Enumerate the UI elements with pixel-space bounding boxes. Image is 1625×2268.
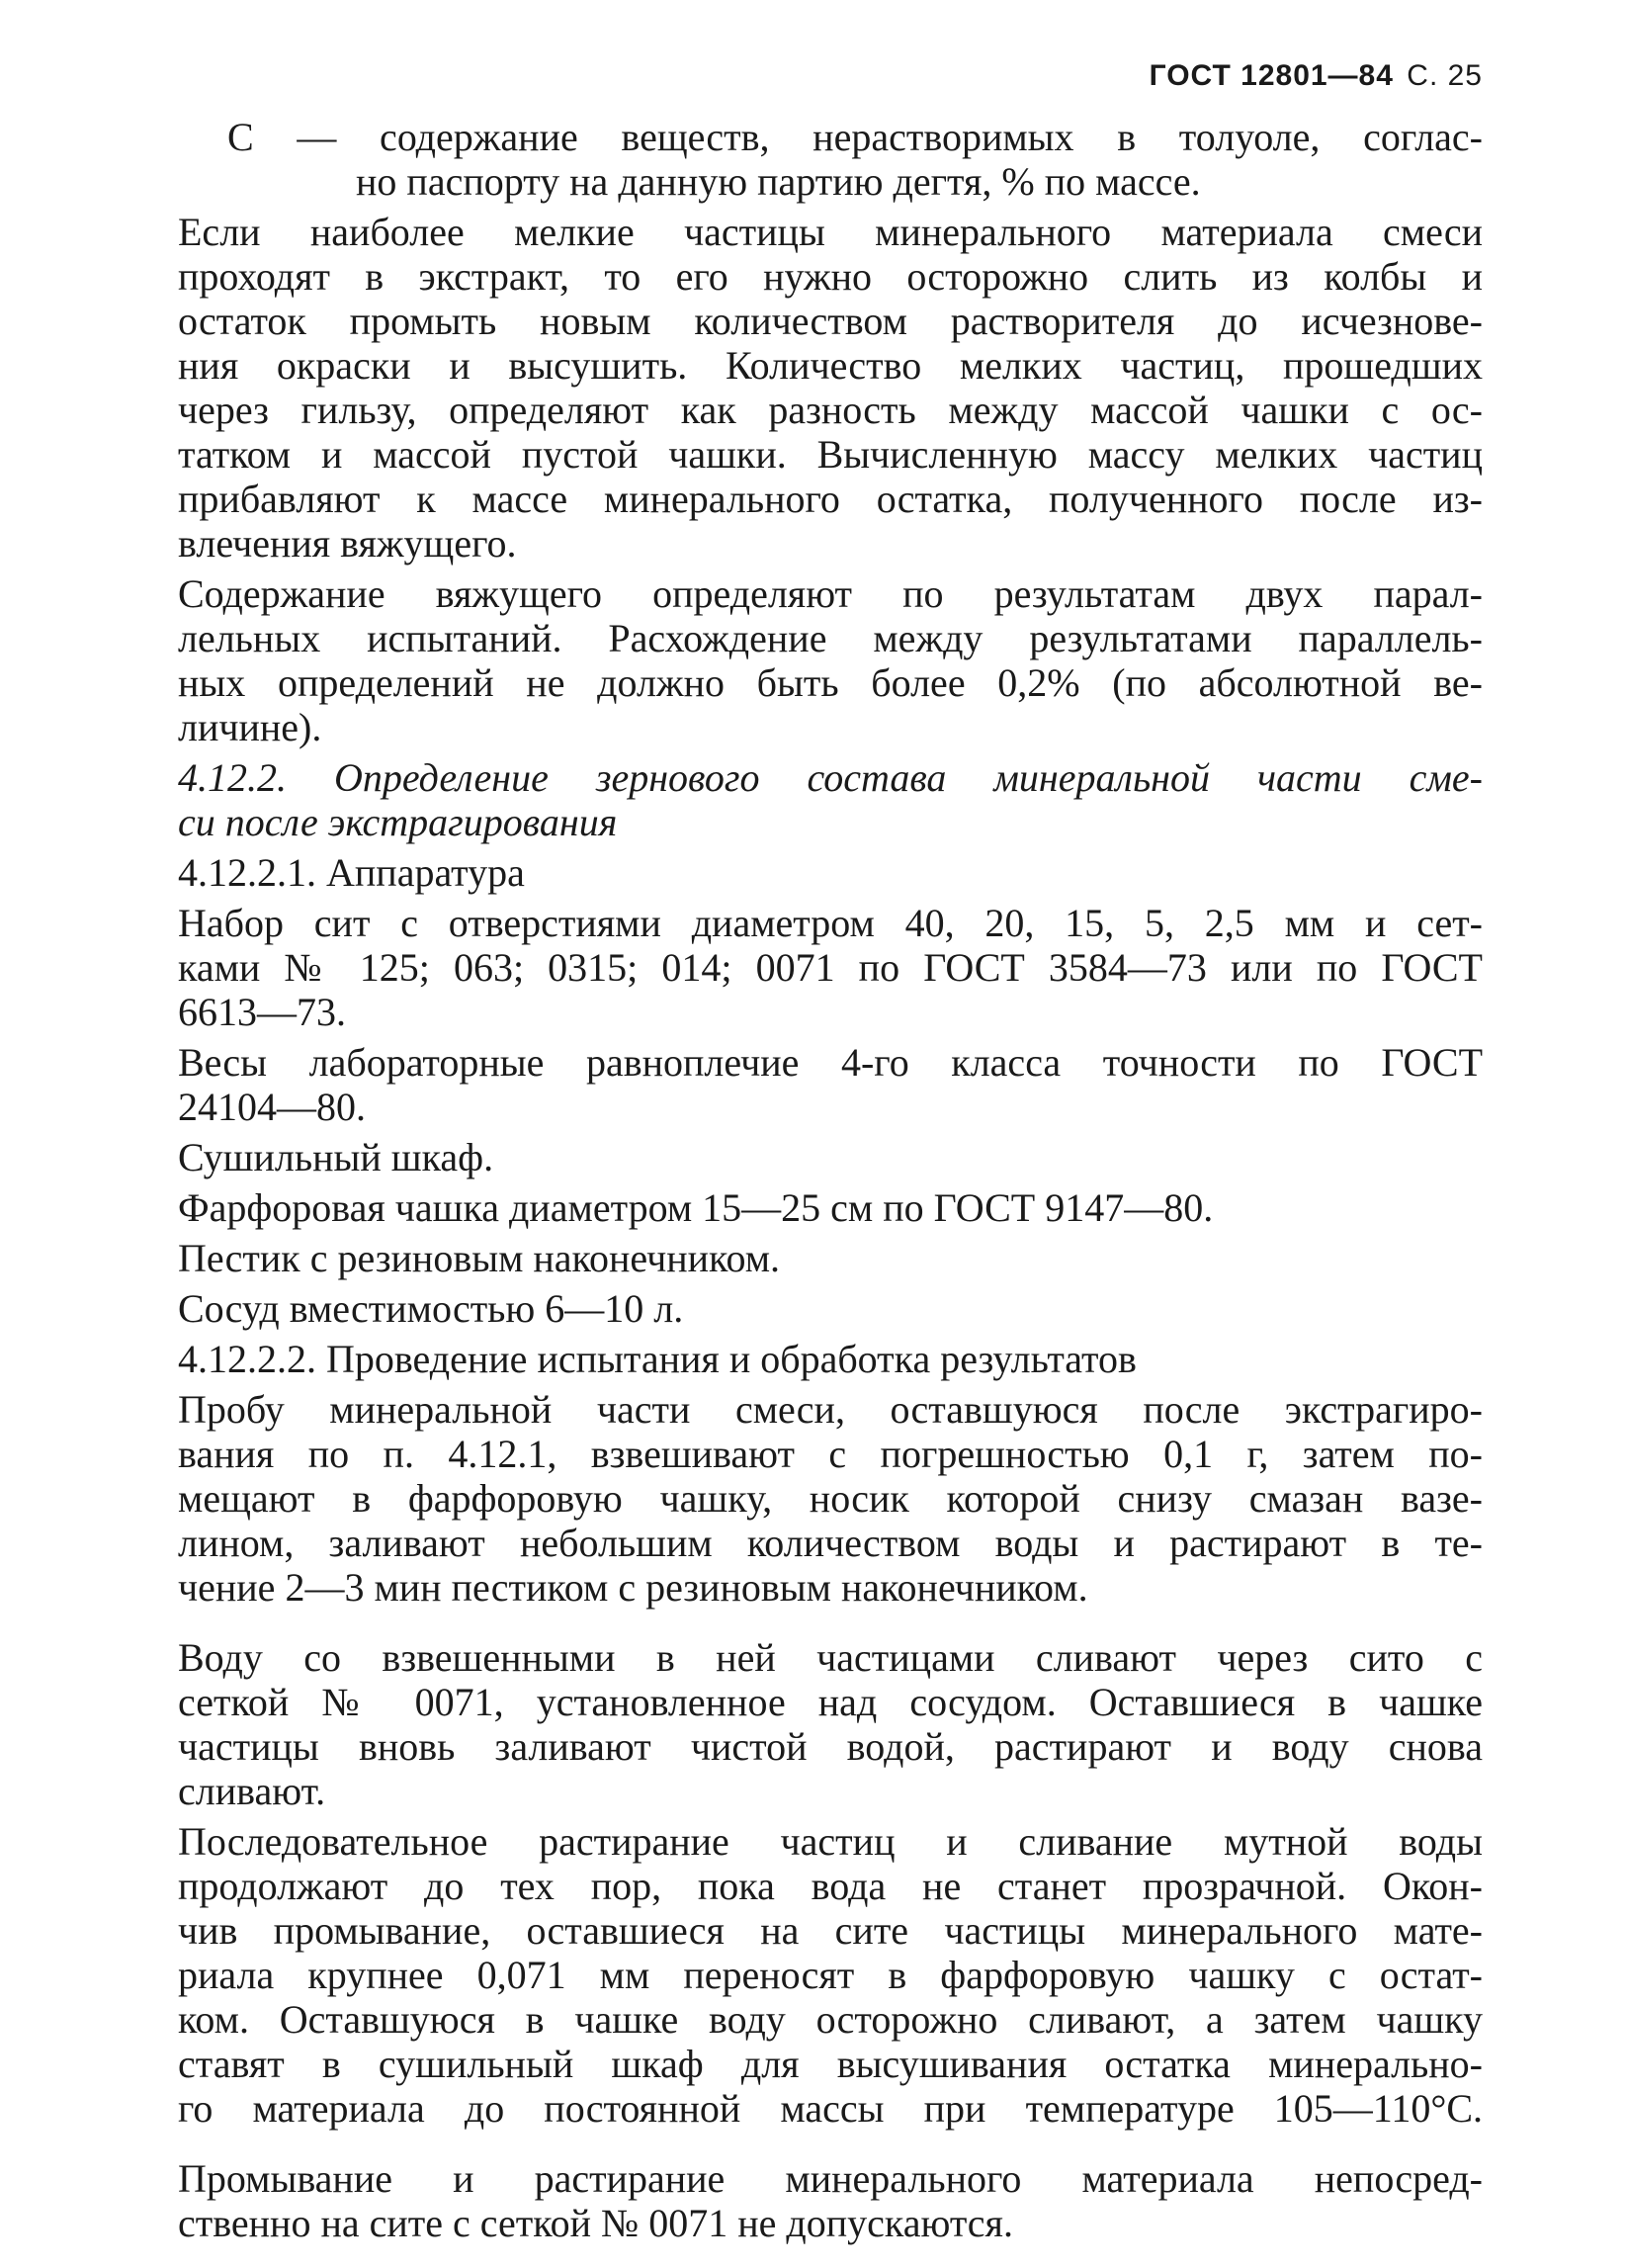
text-line: Последовательное растирание частиц и сливание мутной воды (178, 1819, 1483, 1864)
section-heading-procedure (178, 1337, 1483, 1381)
paragraph-sieve-set (178, 901, 1483, 1034)
text-line: Сосуд вместимостью 6—10 л. (178, 1286, 684, 1331)
text-line: Промывание и растирание минерального материала непосред- (178, 2156, 1483, 2201)
text-line: 6613—73. (178, 990, 346, 1034)
text-line: С — содержание веществ, нерастворимых в толуоле, соглас- (227, 115, 1483, 159)
paragraph-binder-content (178, 571, 1483, 749)
page-number: С. 25 (1407, 59, 1483, 92)
text-line: ния окраски и высушить. Количество мелких частиц, прошедших (178, 343, 1483, 388)
text-line: Пестик с резиновым наконечником. (178, 1236, 781, 1280)
section-heading-4-12-2 (178, 755, 1483, 844)
paragraph-vessel (178, 1286, 1483, 1331)
text-line: го материала до постоянной массы при температуре 105—110°С. (178, 2086, 1483, 2131)
paragraph-water-drain (178, 1635, 1483, 1813)
text-line: ками № 125; 063; 0315; 014; 0071 по ГОСТ 3584—73 или по ГОСТ (178, 945, 1483, 990)
text-line: остаток промыть новым количеством растворителя до исчезнове- (178, 299, 1483, 343)
text-line: прибавляют к массе минерального остатка, полученного после из- (178, 477, 1483, 521)
text-line: личине). (178, 705, 322, 749)
text-line: частицы вновь заливают чистой водой, растирают и воду снова (178, 1724, 1483, 1769)
text-line: Пробу минеральной части смеси, оставшуюся после экстрагиро- (178, 1387, 1483, 1432)
text-line: Если наиболее мелкие частицы минерального материала смеси (178, 210, 1483, 254)
section-heading-apparatus (178, 850, 1483, 895)
text-line: риала крупнее 0,071 мм переносят в фарфоровую чашку с остат- (178, 1953, 1483, 1997)
text-line: Набор сит с отверстиями диаметром 40, 20, 15, 5, 2,5 мм и сет- (178, 901, 1483, 945)
text-line: влечения вяжущего. (178, 521, 517, 566)
page-header (178, 59, 1483, 93)
text-line: Весы лабораторные равноплечие 4-го класса точности по ГОСТ (178, 1040, 1483, 1085)
text-line: чив промывание, оставшиеся на сите частицы минерального мате- (178, 1908, 1483, 1953)
text-line: ком. Оставшуюся в чашке воду осторожно сливают, а затем чашку (178, 1997, 1483, 2042)
text-line: проходят в экстракт, то его нужно осторожно слить из колбы и (178, 254, 1483, 299)
text-line: 4.12.2.2. Проведение испытания и обработка результатов (178, 1337, 1137, 1381)
text-line: лельных испытаний. Расхождение между результатами параллель- (178, 616, 1483, 660)
text-line: Содержание вяжущего определяют по результатам двух парал- (178, 571, 1483, 616)
text-line: Фарфоровая чашка диаметром 15—25 см по ГОСТ 9147—80. (178, 1185, 1214, 1230)
paragraph-sequential-rubbing (178, 1819, 1483, 2131)
paragraph-pestle (178, 1236, 1483, 1280)
text-line: вания по п. 4.12.1, взвешивают с погрешностью 0,1 г, затем по- (178, 1432, 1483, 1476)
text-line: си после экстрагирования (178, 800, 618, 844)
text-line: лином, заливают небольшим количеством воды и растирают в те- (178, 1521, 1483, 1565)
paragraph-drying-cabinet (178, 1135, 1483, 1179)
text-line: через гильзу, определяют как разность между массой чашки с ос- (178, 388, 1483, 432)
text-line: чение 2—3 мин пестиком с резиновым наконечником. (178, 1565, 1088, 1610)
text-line: Воду со взвешенными в ней частицами сливают через сито с (178, 1635, 1483, 1680)
text-line: ных определений не должно быть более 0,2% (по абсолютной ве- (178, 660, 1483, 705)
text-line: 24104—80. (178, 1085, 366, 1129)
text-line: 4.12.2.1. Аппаратура (178, 850, 525, 895)
paragraph-sample-prep (178, 1387, 1483, 1610)
paragraph-definition-c (178, 115, 1483, 204)
text-line: татком и массой пустой чашки. Вычисленную массу мелких частиц (178, 432, 1483, 477)
text-line: Сушильный шкаф. (178, 1135, 494, 1179)
paragraph-not-allowed (178, 2156, 1483, 2245)
paragraph-scales (178, 1040, 1483, 1129)
text-line: сеткой № 0071, установленное над сосудом. Оставшиеся в чашке (178, 1680, 1483, 1724)
text-line: мещают в фарфоровую чашку, носик которой снизу смазан вазе- (178, 1476, 1483, 1521)
document-page (178, 59, 1483, 2251)
text-line: ставят в сушильный шкаф для высушивания остатка минерально- (178, 2042, 1483, 2086)
text-line: ственно на сите с сеткой № 0071 не допускаются. (178, 2201, 1013, 2245)
paragraph-porcelain-cup (178, 1185, 1483, 1230)
text-line: но паспорту на данную партию дегтя, % по массе. (356, 159, 1201, 204)
paragraph-fine-particles (178, 210, 1483, 566)
standard-number: ГОСТ 12801—84 (1149, 59, 1394, 92)
text-line: сливают. (178, 1769, 326, 1813)
text-line: 4.12.2. Определение зернового состава минеральной части сме- (178, 755, 1483, 800)
text-line: продолжают до тех пор, пока вода не станет прозрачной. Окон- (178, 1864, 1483, 1908)
